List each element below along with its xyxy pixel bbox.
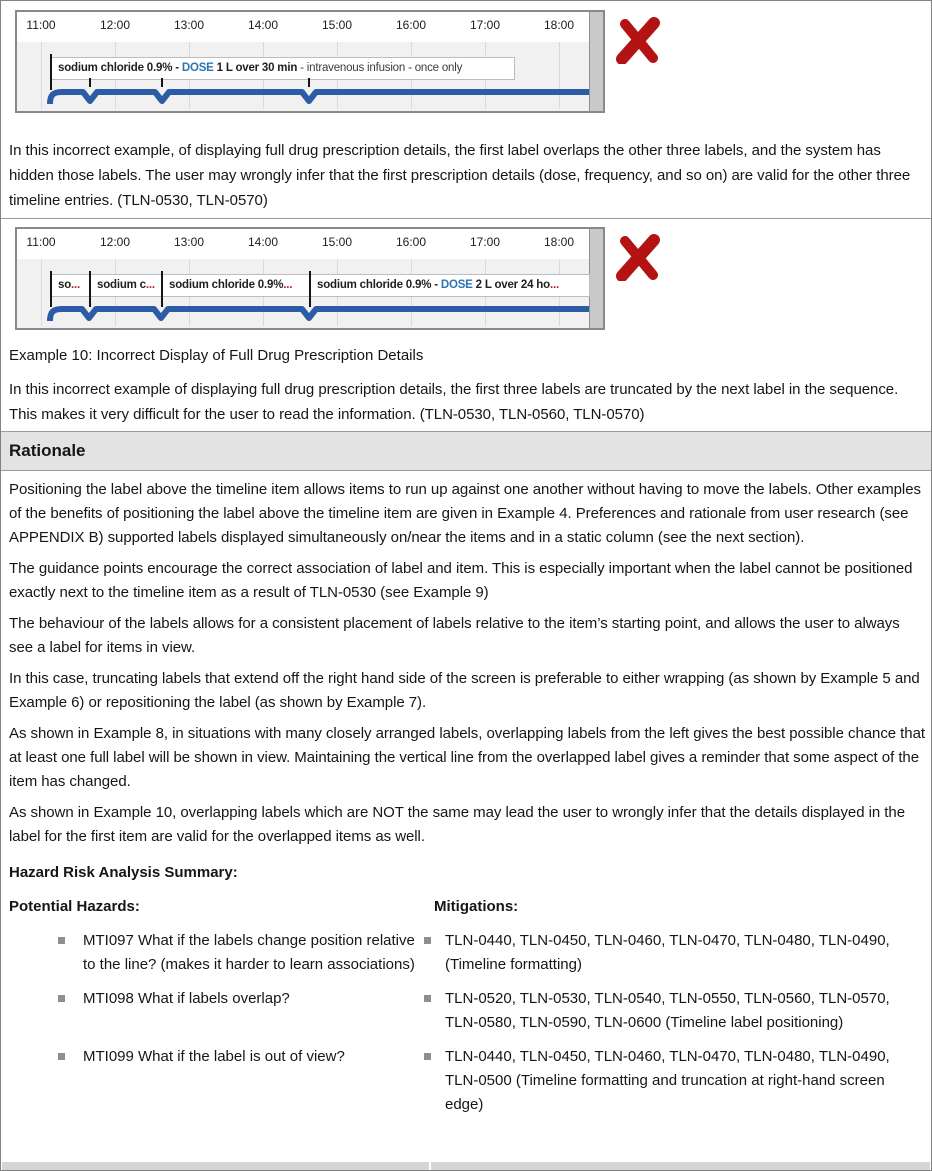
truncation-ellipsis: ... — [71, 279, 81, 291]
mitigation-text: TLN-0440, TLN-0450, TLN-0460, TLN-0470, TLN-0480, TLN-0490, TLN-0500 (Timeline formatting and truncation at right-hand screen edge) — [445, 1048, 890, 1113]
hidden-item-start-tick — [308, 78, 310, 87]
hazard-row — [9, 987, 925, 1035]
route-frequency-text: - intravenous infusion - once only — [297, 62, 463, 74]
drug-name-text: so — [58, 279, 72, 291]
hazard-cell — [9, 1045, 420, 1117]
hour-label: 11:00 — [26, 235, 56, 249]
hour-label: 12:00 — [99, 18, 131, 32]
figure-row-1 — [1, 10, 931, 113]
timeline-screenshot-2 — [15, 227, 605, 330]
hour-label: 11:00 — [26, 18, 56, 32]
label-anchor-bar — [50, 54, 52, 90]
example-9-description: In this incorrect example, of displaying full drug prescription details, the first label overlaps the other three labels, and the system has hidden those labels. The user may wrongly infer that the first prescription details (dose, frequency, and so on) are valid for the other three timeline entries. (TLN-0530, TLN-0570) — [9, 142, 911, 209]
dose-amount-text: 1 L over 30 min — [213, 62, 298, 74]
dose-amount-text: 2 L over 24 ho — [472, 279, 550, 291]
next-row-left-cell — [2, 1162, 429, 1170]
hour-label: 17:00 — [469, 18, 501, 32]
rationale-paragraph: As shown in Example 10, overlapping labels which are NOT the same may lead the user to wrongly infer that the details displayed in the label for the first item are valid for the overlapped items as well. — [9, 804, 906, 845]
drug-name-text: sodium chloride 0.9% — [169, 279, 284, 291]
truncation-ellipsis: ... — [549, 279, 559, 291]
incorrect-x-icon — [613, 231, 663, 281]
dose-keyword: DOSE — [181, 62, 214, 74]
next-table-row-edge — [2, 1162, 930, 1170]
example-9-incorrect-section — [1, 1, 931, 219]
mitigations-header: Mitigations: — [434, 898, 519, 915]
figure-caption: Example 10: Incorrect Display of Full Drug Prescription Details — [9, 347, 424, 364]
rationale-paragraph: As shown in Example 8, in situations with many closely arranged labels, overlapping labels from the left gives the best possible chance that at least one full label will be shown in view. Maintaining the vertical line from the overlapped label gives a reminder that some aspect of the item has changed. — [9, 725, 925, 790]
bullet-square-icon — [58, 937, 65, 944]
drug-label-full — [51, 57, 515, 80]
hazard-text: MTI098 What if labels overlap? — [83, 990, 290, 1007]
hazard-cell — [9, 929, 420, 977]
hazard-text: MTI099 What if the label is out of view? — [83, 1048, 345, 1065]
rationale-title: Rationale — [9, 441, 86, 460]
hour-label: 17:00 — [469, 235, 501, 249]
hour-label: 15:00 — [321, 18, 353, 32]
rationale-paragraph: The guidance points encourage the correct association of label and item. This is especially important when the label cannot be positioned exactly next to the timeline item as a result of TLN-0530 (see Example 9) — [9, 560, 913, 601]
hour-label: 18:00 — [543, 235, 575, 249]
hour-label: 18:00 — [543, 18, 575, 32]
hour-label: 14:00 — [247, 235, 279, 249]
hour-label: 12:00 — [99, 235, 131, 249]
figure-row-2 — [1, 227, 931, 330]
drug-name-text: sodium chloride 0.9% - — [58, 62, 182, 74]
label-anchor-bar — [89, 271, 91, 307]
rationale-section-header — [1, 431, 931, 471]
mitigation-cell — [420, 1045, 925, 1117]
rationale-paragraph: In this case, truncating labels that extend off the right hand side of the screen is preferable to either wrapping (as shown by Example 5 and Example 6) or repositioning the label (as shown by Example 7). — [9, 670, 920, 711]
hidden-item-start-tick — [89, 78, 91, 87]
drug-label-truncated-2 — [90, 274, 163, 297]
bullet-square-icon — [58, 995, 65, 1002]
timeline-screenshot-1 — [15, 10, 605, 113]
vertical-scrollbar[interactable] — [589, 229, 603, 328]
drug-name-text: sodium chloride 0.9% - — [317, 279, 441, 291]
hour-label: 13:00 — [173, 18, 205, 32]
potential-hazards-header: Potential Hazards: — [9, 898, 140, 915]
truncation-ellipsis: ... — [283, 279, 293, 291]
rationale-paragraph: The behaviour of the labels allows for a consistent placement of labels relative to the item’s starting point, and allows the user to always see a label for items in view. — [9, 615, 900, 656]
timeline-item-line — [17, 82, 590, 110]
drug-name-text: sodium c — [97, 279, 146, 291]
hazard-row — [9, 1045, 925, 1117]
timeline-item-line — [17, 299, 590, 327]
bullet-square-icon — [424, 995, 431, 1002]
hazard-row — [9, 929, 925, 977]
label-anchor-bar — [161, 271, 163, 307]
drug-label-truncated-1 — [51, 274, 90, 297]
rationale-section-body — [1, 478, 931, 1117]
hour-label: 13:00 — [173, 235, 205, 249]
rationale-paragraph: Positioning the label above the timeline item allows items to run up against one another without having to move the labels. Other examples of the benefits of positioning the label above the timeline item are given in Example 4. Preferences and rationale from user research (see APPENDIX B) supported labels displayed simultaneously on/near the items and in a static column (see the next section). — [9, 481, 921, 546]
label-anchor-bar — [50, 271, 52, 307]
dose-keyword: DOSE — [440, 279, 473, 291]
vertical-scrollbar[interactable] — [589, 12, 603, 111]
mitigation-cell — [420, 929, 925, 977]
hazard-cell — [9, 987, 420, 1035]
next-row-right-cell — [431, 1162, 930, 1170]
incorrect-x-icon — [613, 14, 663, 64]
bullet-square-icon — [424, 1053, 431, 1060]
hour-label: 15:00 — [321, 235, 353, 249]
drug-label-truncated-4 — [310, 274, 590, 297]
label-anchor-bar — [309, 271, 311, 307]
hazard-summary-heading: Hazard Risk Analysis Summary: — [9, 864, 238, 881]
example-10-description: In this incorrect example of displaying full drug prescription details, the first three labels are truncated by the next label in the sequence. This makes it very difficult for the user to read the information. (TLN-0530, TLN-0560, TLN-0570) — [9, 381, 899, 423]
mitigation-cell — [420, 987, 925, 1035]
hour-label: 16:00 — [395, 18, 427, 32]
mitigation-text: TLN-0520, TLN-0530, TLN-0540, TLN-0550, TLN-0560, TLN-0570, TLN-0580, TLN-0590, TLN-0600 (Timeline label positioning) — [445, 990, 890, 1031]
bullet-square-icon — [58, 1053, 65, 1060]
drug-label-truncated-3 — [162, 274, 311, 297]
hour-label: 16:00 — [395, 235, 427, 249]
example-10-section — [1, 219, 931, 427]
hazard-table-header — [9, 895, 925, 919]
hazard-text: MTI097 What if the labels change position relative to the line? (makes it harder to learn associations) — [83, 932, 415, 973]
bullet-square-icon — [424, 937, 431, 944]
mitigation-text: TLN-0440, TLN-0450, TLN-0460, TLN-0470, TLN-0480, TLN-0490,(Timeline formatting) — [445, 932, 890, 973]
truncation-ellipsis: ... — [145, 279, 155, 291]
hour-label: 14:00 — [247, 18, 279, 32]
hidden-item-start-tick — [161, 78, 163, 87]
